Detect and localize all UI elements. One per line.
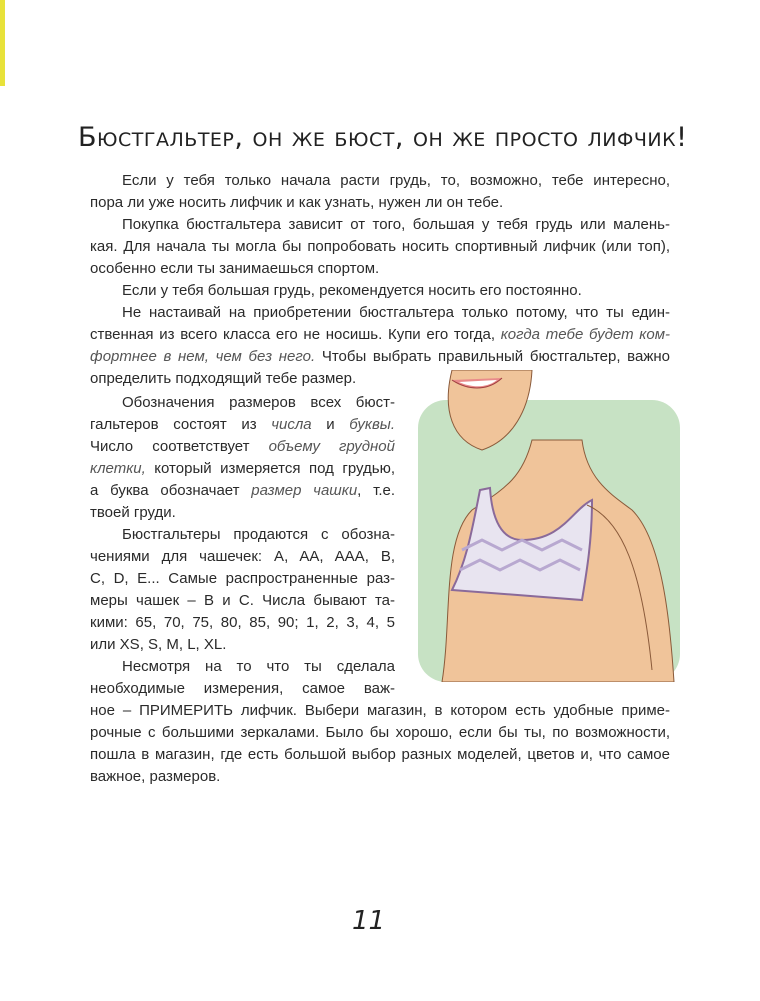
text-segment: Несмотря на то что ты сделала	[122, 658, 395, 675]
italic-text: размер чашки	[251, 482, 358, 499]
text-segment: Чтобы выбрать правильный бюстгальтер, важно	[315, 348, 670, 365]
text-line	[90, 546, 395, 568]
text-segment: , т.е.	[357, 482, 395, 499]
text-segment: необходимые измерения, самое важ-	[90, 680, 395, 697]
text-segment: Если у тебя большая грудь, рекомендуется носить его постоянно.	[122, 282, 582, 299]
page-title: Бюстгальтер, он же бюст, он же просто лифчик!	[78, 122, 688, 154]
text-line	[90, 678, 395, 700]
text-line	[90, 502, 395, 524]
text-line	[90, 480, 395, 502]
text-line	[90, 590, 395, 612]
text-line	[90, 170, 670, 192]
text-segment: а буква обозначает	[90, 482, 252, 499]
italic-text: буквы.	[349, 416, 395, 433]
text-line	[90, 612, 395, 634]
text-line	[90, 392, 395, 414]
text-segment: который измеряется под грудью,	[145, 460, 395, 477]
page-edge-marker	[0, 0, 5, 86]
text-segment: Покупка бюстгальтера зависит от того, большая у тебя грудь или малень-	[122, 216, 670, 233]
text-line	[90, 568, 395, 590]
text-segment: пошла в магазин, где есть большой выбор разных моделей, цветов и, что самое	[90, 746, 670, 763]
text-line	[90, 524, 395, 546]
text-segment: кими: 65, 70, 75, 80, 85, 90; 1, 2, 3, 4, 5	[90, 614, 395, 631]
text-segment: твоей груди.	[90, 504, 176, 521]
text-segment: Число соответствует	[90, 438, 269, 455]
text-line	[90, 346, 670, 368]
page-number: 11	[352, 906, 386, 936]
text-segment: меры чашек – B и C. Числа бывают та-	[90, 592, 395, 609]
italic-text: числа	[271, 416, 312, 433]
text-line	[90, 258, 670, 280]
text-line	[90, 214, 670, 236]
italic-text: когда тебе будет ком-	[500, 326, 670, 343]
text-line	[90, 656, 395, 678]
text-segment: кая. Для начала ты могла бы попробовать носить спортивный лифчик (или топ),	[90, 238, 670, 255]
text-line	[90, 414, 395, 436]
text-segment: и	[311, 416, 350, 433]
text-segment: определить подходящий тебе размер.	[90, 370, 357, 387]
text-segment: пора ли уже носить лифчик и как узнать, нужен ли он тебе.	[90, 194, 504, 211]
text-line	[90, 324, 670, 346]
text-segment: Не настаивай на приобретении бюстгальтера только потому, что ты един-	[122, 304, 670, 321]
text-segment: особенно если ты занимаешься спортом.	[90, 260, 380, 277]
text-line	[90, 280, 670, 302]
text-line	[90, 192, 670, 214]
text-segment: или XS, S, M, L, XL.	[90, 636, 227, 653]
text-segment: гальтеров состоят из	[90, 416, 272, 433]
text-segment: чениями для чашечек: A, AA, AAA, B,	[90, 548, 395, 565]
text-segment: ственная из всего класса его не носишь. Купи его тогда,	[90, 326, 501, 343]
text-line	[90, 700, 670, 722]
text-line	[90, 458, 395, 480]
text-segment: рочные с большими зеркалами. Было бы хорошо, если бы ты, по возможности,	[90, 724, 670, 741]
text-segment: важное, размеров.	[90, 768, 221, 785]
text-line	[90, 302, 670, 324]
text-line	[90, 236, 670, 258]
text-segment: ное – ПРИМЕРИТЬ лифчик. Выбери магазин, в котором есть удобные приме-	[90, 702, 670, 719]
text-segment: Если у тебя только начала расти грудь, то, возможно, тебе интересно,	[122, 172, 670, 189]
text-segment: Обозначения размеров всех бюст-	[122, 394, 395, 411]
sports-bra-illustration	[412, 370, 684, 682]
text-segment: C, D, E... Самые распространенные раз-	[90, 570, 395, 587]
text-line	[90, 722, 670, 744]
text-line	[90, 766, 670, 788]
text-line	[90, 436, 395, 458]
text-segment: Бюстгальтеры продаются с обозна-	[122, 526, 395, 543]
text-line	[90, 634, 395, 656]
italic-text: объему грудной	[268, 438, 395, 455]
text-line	[90, 744, 670, 766]
italic-text: фортнее в нем, чем без него.	[90, 348, 316, 365]
italic-text: клетки,	[90, 460, 146, 477]
